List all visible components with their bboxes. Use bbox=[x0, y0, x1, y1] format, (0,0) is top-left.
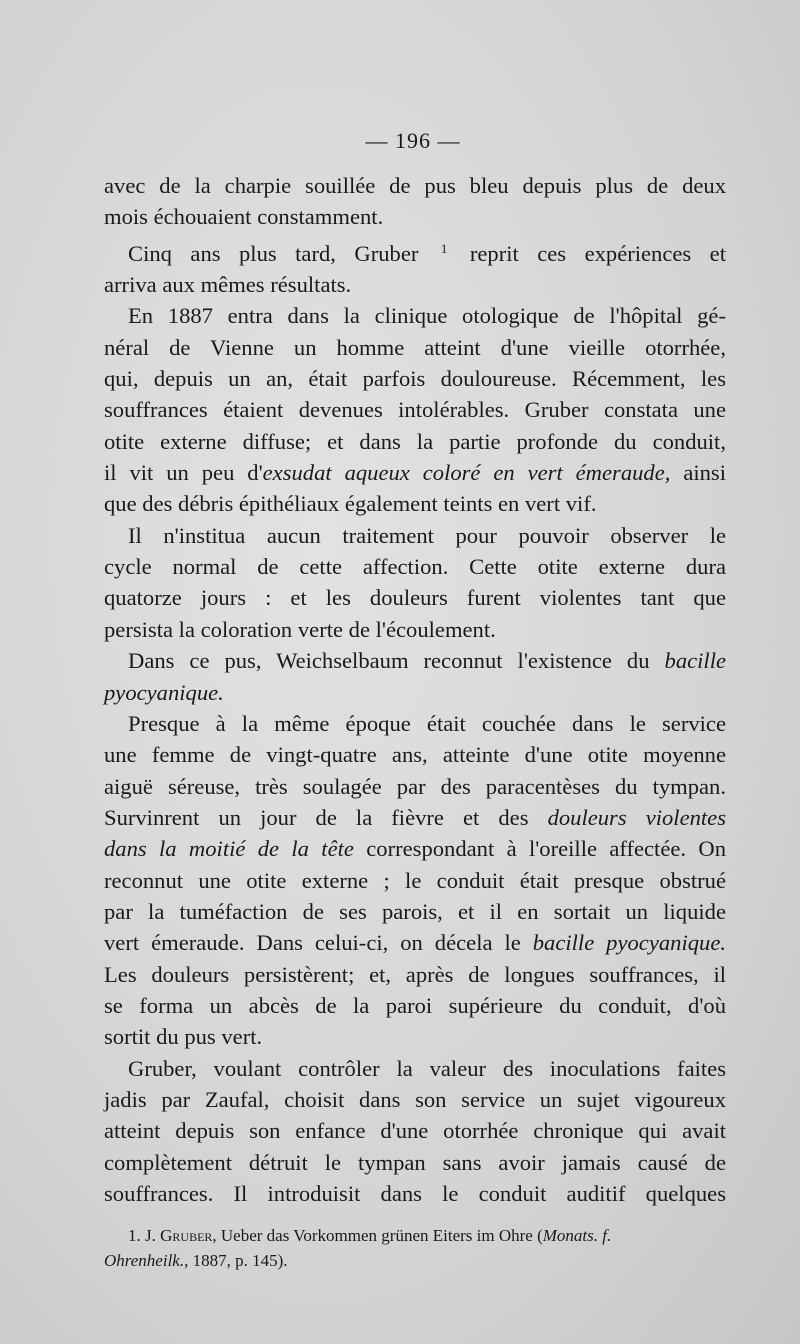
text-line: mois échouaient constamment. bbox=[104, 204, 384, 230]
text-line: une femme de vingt-quatre ans, atteinte d'une otite moyenne bbox=[104, 742, 726, 768]
text-line: otite externe diffuse; et dans la partie profonde du conduit, bbox=[104, 428, 726, 454]
text-line: Presque à la même époque était couchée dans le service bbox=[128, 710, 726, 736]
footnote-author: J. Gruber, bbox=[145, 1226, 217, 1245]
text-line: Cinq ans plus tard, Gruber $^1$ reprit ces expériences et bbox=[128, 240, 726, 266]
footnote-line bbox=[104, 1223, 726, 1248]
footnote-citation: 1887, p. 145). bbox=[188, 1251, 288, 1270]
text-line: souffrances. Il introduisit dans le conduit auditif quelques bbox=[104, 1181, 726, 1206]
text-line: qui, depuis un an, était parfois douloureuse. Récemment, les bbox=[104, 366, 726, 392]
text-line: se forma un abcès de la paroi supérieure du conduit, d'où bbox=[104, 992, 726, 1018]
text-line: cycle normal de cette affection. Cette otite externe dura bbox=[104, 554, 726, 580]
text-line: avec de la charpie souillée de pus bleu depuis plus de deux bbox=[104, 173, 726, 198]
footnote-journal: Ohrenheilk., bbox=[104, 1251, 189, 1270]
text-line: néral de Vienne un homme atteint d'une vieille otorrhée, bbox=[104, 334, 726, 360]
text-line: vert émeraude. Dans celui-ci, on décela le bacille pyocyanique. bbox=[104, 930, 726, 956]
italic-phrase: bacille bbox=[664, 648, 726, 674]
text-line: souffrances étaient devenues intolérables. Gruber constata une bbox=[104, 397, 726, 423]
text-line: il vit un peu d'exsudat aqueux coloré en vert émeraude, ainsi bbox=[104, 460, 726, 486]
footnote-marker: 1 bbox=[440, 240, 448, 256]
page-number: — 196 — bbox=[365, 128, 461, 153]
text-line: Gruber, voulant contrôler la valeur des inoculations faites bbox=[128, 1055, 726, 1081]
footnote-line bbox=[104, 1248, 726, 1273]
footnote-journal: Monats. f. bbox=[542, 1226, 612, 1245]
italic-phrase: dans la moitié de la tête bbox=[104, 836, 354, 862]
text-line: Survinrent un jour de la fièvre et des douleurs violentes bbox=[104, 804, 726, 830]
text-line: persista la coloration verte de l'écoulement. bbox=[104, 616, 496, 642]
text-line: reconnut une otite externe ; le conduit était presque obstrué bbox=[104, 867, 726, 893]
text-line: Les douleurs persistèrent; et, après de longues souffrances, il bbox=[104, 961, 726, 987]
text-line: sortit du pus vert. bbox=[104, 1024, 263, 1050]
text-line: quatorze jours : et les douleurs furent violentes tant que bbox=[104, 585, 726, 611]
text-line bbox=[104, 677, 726, 708]
text-line: jadis par Zaufal, choisit dans son service un sujet vigoureux bbox=[104, 1086, 726, 1112]
text-line: arriva aux mêmes résultats. bbox=[104, 272, 352, 298]
text-line: Il n'institua aucun traitement pour pouvoir observer le bbox=[128, 522, 726, 548]
text-line: que des débris épithéliaux également teints en vert vif. bbox=[104, 491, 597, 517]
italic-phrase: exsudat aqueux coloré en vert émeraude, bbox=[262, 460, 671, 486]
text-line: Dans ce pus, Weichselbaum reconnut l'existence du bacille bbox=[128, 648, 726, 674]
text-line: par la tuméfaction de ses parois, et il en sortait un liquide bbox=[104, 898, 726, 924]
text-line: complètement détruit le tympan sans avoir jamais causé de bbox=[104, 1149, 726, 1175]
footnote-title: Ueber das Vorkommen grünen Eiters im Ohre ( bbox=[216, 1226, 543, 1245]
italic-phrase: pyocyanique. bbox=[104, 679, 224, 705]
italic-phrase: bacille pyocyanique. bbox=[532, 930, 726, 956]
text-line: atteint depuis son enfance d'une otorrhée chronique qui avait bbox=[104, 1118, 726, 1144]
text-line: En 1887 entra dans la clinique otologique de l'hôpital gé- bbox=[128, 303, 726, 329]
body-text bbox=[104, 170, 726, 1209]
footnote-number: 1. bbox=[128, 1226, 141, 1245]
text-line: dans la moitié de la tête correspondant à l'oreille affectée. On bbox=[104, 836, 726, 862]
text-line: aiguë séreuse, très soulagée par des paracentèses du tympan. bbox=[104, 773, 726, 799]
italic-phrase: douleurs violentes bbox=[547, 804, 726, 830]
footnote bbox=[104, 1223, 726, 1273]
